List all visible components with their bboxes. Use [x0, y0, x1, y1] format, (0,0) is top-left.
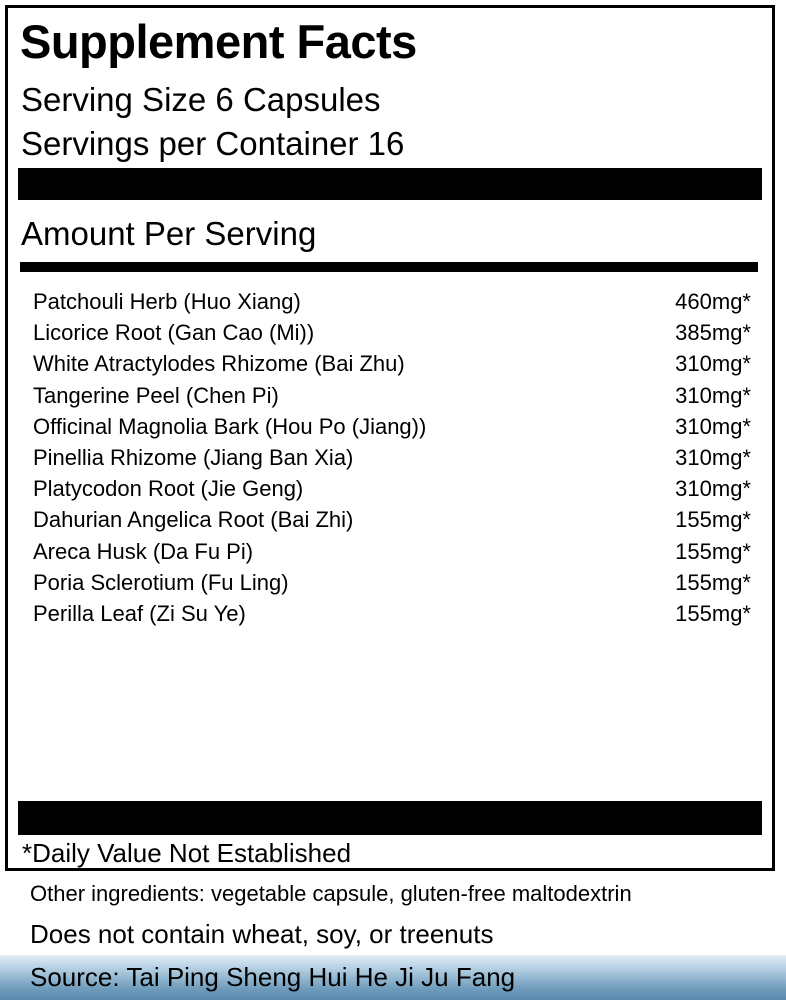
ingredient-row	[33, 504, 751, 535]
ingredient-row	[33, 411, 751, 442]
ingredient-name: Dahurian Angelica Root (Bai Zhi)	[33, 507, 354, 533]
servings-per-container: Servings per Container 16	[21, 125, 405, 162]
ingredient-amount: 155mg*	[675, 538, 751, 564]
ingredient-name: Areca Husk (Da Fu Pi)	[33, 538, 254, 564]
source-text: Source: Tai Ping Sheng Hui He Ji Ju Fang	[30, 962, 516, 992]
ingredient-amount: 310mg*	[675, 476, 751, 502]
ingredient-amount: 460mg*	[675, 289, 751, 314]
ingredient-row	[33, 286, 751, 317]
thick-divider-bottom	[18, 801, 762, 835]
other-ingredients: Other ingredients: vegetable capsule, gluten-free maltodextrin	[30, 881, 632, 906]
divider-middle	[20, 262, 758, 272]
ingredient-row	[33, 348, 751, 379]
ingredient-amount: 155mg*	[675, 600, 751, 626]
ingredient-name: Poria Sclerotium (Fu Ling)	[33, 569, 289, 595]
ingredient-name: Perilla Leaf (Zi Su Ye)	[33, 600, 246, 626]
ingredient-name: White Atractylodes Rhizome (Bai Zhu)	[33, 351, 405, 377]
ingredient-row	[33, 473, 751, 504]
ingredient-name: Tangerine Peel (Chen Pi)	[33, 382, 279, 408]
ingredient-amount: 155mg*	[675, 569, 751, 595]
allergen-statement: Does not contain wheat, soy, or treenuts	[30, 919, 494, 949]
ingredient-name: Licorice Root (Gan Cao (Mi))	[33, 320, 315, 346]
ingredient-row	[33, 442, 751, 473]
ingredient-amount: 385mg*	[675, 320, 751, 346]
ingredient-row	[33, 598, 751, 629]
ingredient-name: Officinal Magnolia Bark (Hou Po (Jiang))	[33, 413, 427, 439]
ingredient-name: Platycodon Root (Jie Geng)	[33, 476, 304, 502]
serving-size: Serving Size 6 Capsules	[21, 81, 381, 118]
amount-per-serving-header: Amount Per Serving	[21, 215, 317, 252]
ingredient-amount: 310mg*	[675, 444, 751, 470]
ingredient-list	[33, 286, 751, 629]
ingredient-name: Pinellia Rhizome (Jiang Ban Xia)	[33, 444, 354, 470]
ingredient-row	[33, 380, 751, 411]
panel-title: Supplement Facts	[20, 15, 417, 68]
ingredient-amount: 310mg*	[675, 413, 751, 439]
ingredient-name: Patchouli Herb (Huo Xiang)	[33, 289, 301, 314]
ingredient-row	[33, 317, 751, 348]
ingredient-amount: 310mg*	[675, 351, 751, 377]
daily-value-note: *Daily Value Not Established	[22, 838, 352, 868]
ingredient-amount: 310mg*	[675, 382, 751, 408]
ingredient-row	[33, 567, 751, 598]
ingredient-row	[33, 536, 751, 567]
thick-divider-top	[18, 168, 762, 200]
ingredient-amount: 155mg*	[675, 507, 751, 533]
